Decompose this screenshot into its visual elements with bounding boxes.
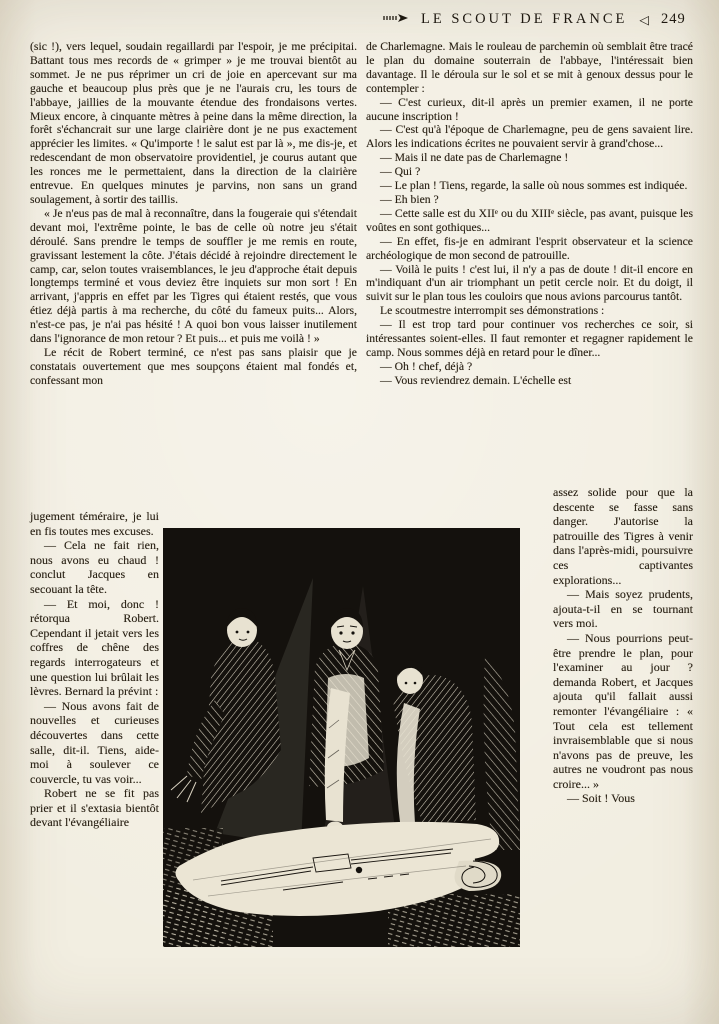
left-column-narrow-text xyxy=(30,509,159,830)
magazine-title: LE SCOUT DE FRANCE xyxy=(421,10,628,27)
paragraph: — C'est curieux, dit-il après un premier examen, il ne porte aucune inscription ! xyxy=(366,95,693,123)
paragraph: — Nous pourrions peut-être prendre le plan, pour l'examiner au jour ? demanda Robert, et Jacques ajouta qu'il fallait aussi remonter l'évangéliaire : « Tout cela est tellement invraisemblable que si nous n'avons pas de preuve, les autres ne voudront pas nous croire... » xyxy=(553,630,693,791)
triangle-marker-icon: ◁ xyxy=(639,11,650,27)
paragraph: — C'est qu'à l'époque de Charlemagne, peu de gens savaient lire. Alors les indications écrites ne pouvaient servir à grand'chose... xyxy=(366,123,693,151)
paragraph: — En effet, fis-je en admirant l'esprit observateur et la science archéologique de mon second de patrouille. xyxy=(366,234,693,262)
paragraph: — Qui ? xyxy=(380,165,421,179)
paragraph: — Cela ne fait rien, nous avons eu chaud ! conclut Jacques en secouant la tête. xyxy=(30,538,159,596)
paragraph: — Et moi, donc ! rétorqua Robert. Cependant il jetait vers les coffres de chêne des regards interrogateurs et une question lui brûlait les lèvres. Bernard la prévint : xyxy=(30,596,159,699)
page-number: 249 xyxy=(661,10,686,27)
paragraph: — Cette salle est du XIIᵉ ou du XIIIᵉ siècle, pas avant, puisque les voûtes en sont gothiques... xyxy=(366,206,693,234)
story-illustration-scouts-examining-parchment-plan xyxy=(163,528,520,947)
striped-arrow-icon xyxy=(383,10,409,28)
right-column-text xyxy=(366,40,693,388)
paragraph: de Charlemagne. Mais le rouleau de parchemin où semblait être tracé le plan du domaine souterrain de l'abbaye, l'intéressait bien davantage. Il le déroula sur le sol et se mit à genoux dessus pour le contempler : xyxy=(366,40,693,95)
left-column-text xyxy=(30,40,357,388)
paragraph: — Il est trop tard pour continuer vos recherches ce soir, si intéressantes soient-elles. Il faut remonter et regagner rapidement le camp. Nous sommes déjà en retard pour le dîner... xyxy=(366,318,693,359)
paragraph: — Eh bien ? xyxy=(380,192,439,206)
paragraph: — Mais soyez prudents, ajouta-t-il en se tournant vers moi. xyxy=(553,587,693,631)
right-column-narrow-text xyxy=(553,485,693,806)
paragraph: (sic !), vers lequel, soudain regaillardi par l'espoir, je me précipitai. Battant tous mes records de « grimper » je me trouvai bientôt au sommet. Je ne pus réprimer un cri de joie en apercevant sur ma gauche et beaucoup plus près que je ne l'aurais cru, les tours de l'abbaye, jaillies de la mouvante étendue des frondaisons vertes. Mieux encore, à cinquante mètres à peine dans la même direction, la forêt s'échancrait sur une large clairière dont je ne pus exactement apprécier les limites. « Qu'importe ! le salut est par là », me dis-je, et redescendant de mon observatoire providentiel, je courus autant que les ronces me le permettaient, dans la direction de la clairière entrevue. En quelques minutes je parvins, non sans un grand soulagement, à sortir des taillis. xyxy=(30,40,357,206)
paragraph: — Vous reviendrez demain. L'échelle est xyxy=(380,373,572,387)
paragraph: Le récit de Robert terminé, ce n'est pas sans plaisir que je constatais ouvertement que mes soupçons étaient mal fondés et, confessant mon xyxy=(30,345,357,387)
paragraph: — Le plan ! Tiens, regarde, la salle où nous sommes est indiquée. xyxy=(380,179,688,193)
paragraph: — Voilà le puits ! c'est lui, il n'y a pas de doute ! dit-il encore en m'indiquant d'un air triomphant un petit cercle noir. Et du doigt, il suivit sur le plan tous les couloirs que nous avions parcourus tantôt. xyxy=(366,262,693,304)
paragraph: — Soit ! Vous xyxy=(567,791,635,806)
paragraph: — Oh ! chef, déjà ? xyxy=(380,359,473,373)
paragraph: assez solide pour que la descente se fasse sans danger. J'autorise la patrouille des Tigres à venir dans l'après-midi, poursuivre ces captivantes explorations... xyxy=(553,485,693,587)
page-header xyxy=(383,10,686,28)
paragraph: — Mais il ne date pas de Charlemagne ! xyxy=(380,151,569,165)
paragraph: jugement téméraire, je lui en fis toutes mes excuses. xyxy=(30,509,159,538)
paragraph: Robert ne se fit pas prier et il s'extasia bientôt devant l'évangéliaire xyxy=(30,786,159,830)
paragraph: — Nous avons fait de nouvelles et curieuses découvertes dans cette salle, dit-il. Tiens, aide-moi à soulever ce couvercle, tu vas voir... xyxy=(30,698,159,786)
paragraph: Le scoutmestre interrompit ses démonstrations : xyxy=(380,304,605,318)
paragraph: « Je n'eus pas de mal à reconnaître, dans la fougeraie qui s'étendait devant moi, l'extrême pointe, le bas de celle où notre jeu s'était déroulé. Sans prendre le temps de souffler je me remis en route, gravissant lestement la côte. J'étais décidé à rejoindre directement le camp, car, selon toutes vraisemblances, le jeu d'approche était depuis longtemps terminé et vous deviez être inquiets sur mon sort ! En arrivant, j'appris en effet par les Tigres qui étaient restés, que vous étiez déjà partis à ma recherche, du côté du fameux puits... Alors, n'est-ce pas, je n'ai pas hésité ! A quoi bon vous laisser inutilement dans l'ignorance de mon retour ? Et puis... et puis me voilà ! » xyxy=(30,206,357,346)
